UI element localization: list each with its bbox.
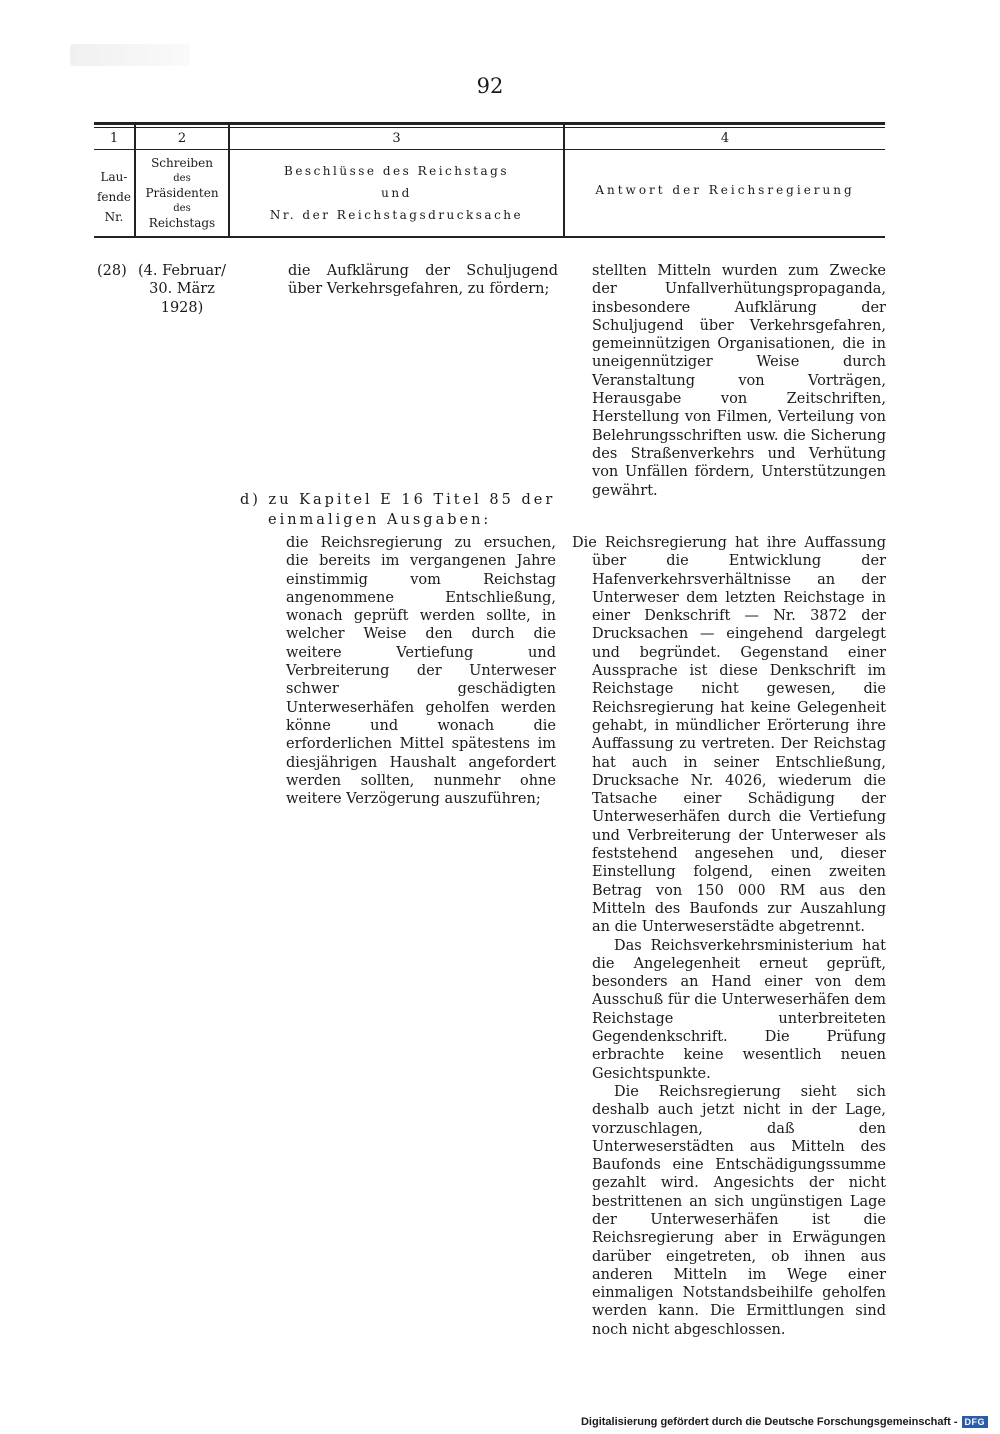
- col3-part1: die Aufklärung der Schuljugend über Verkehrsgefahren, zu fördern;: [288, 263, 558, 298]
- row-date: (4. Februar/ 30. März 1928): [138, 263, 226, 316]
- header-antwort: Antwort der Reichsregierung: [595, 183, 855, 197]
- digitization-footer: [581, 1416, 988, 1428]
- header-schreiben: Schreiben des Präsidenten des Reichstags: [145, 156, 219, 230]
- col4-paragraph: Die Reichsregierung hat ihre Auffassung über die Entwicklung der Hafenverkehrsverhältnisse an der Unterweser dem letzten Reichstage in einer Denkschrift — Nr. 3872 der Drucksachen — eingehend dargelegt und begründet. Gegenstand einer Aussprache ist diese Denkschrift im Reichstage nicht gewesen, die Reichsregierung hat keine Gelegenheit gehabt, in mündlicher Erörterung ihre Auffassung zu vertreten. Der Reichstag hat auch in seiner Entschließung, Drucksache Nr. 4026, wiederum die Tatsache einer Schädigung der Unterweserhäfen durch die Vertiefung und Verbreiterung der Unterweser als feststehend angesehen und, dieser Einstellung folgend, einen zweiten Betrag von 150 000 RM aus den Mitteln des Baufonds zur Auszahlung an die Unterweserstädte abgetrennt.: [572, 535, 886, 936]
- col4-paragraph: Die Reichsregierung sieht sich deshalb auch jetzt nicht in der Lage, vorzuschlagen, daß den Unterweserstädten aus Mitteln des Baufonds eine Entschädigungssumme gezahlt wird. Angesichts der nicht bestrittenen an sich ungünstigen Lage der Unterweserhäfen ist die Reichsregierung aber in Erwägungen darüber eingetreten, ob ihnen aus anderen Mitteln im Wege einer einmaligen Notstandsbeihilfe geholfen werden kann. Die Ermittlungen sind noch nicht abgeschlossen.: [592, 1083, 886, 1338]
- column-number-3: 3: [392, 131, 401, 146]
- column-number-4: 4: [720, 131, 730, 146]
- col4-part1: stellten Mitteln wurden zum Zwecke der Unfallverhütungspropaganda, insbesondere Aufklärung der Schuljugend über Verkehrsgefahren, gemeinnützigen Organisationen, die in uneigennütziger Weise durch Veranstaltung von Vorträgen, Herausgabe von Zeitschriften, Herstellung von Filmen, Verteilung von Belehrungsschriften usw. die Sicherung des Straßenverkehrs und Verhütung von Unfällen fördern, Unterstützungen gewährt.: [592, 263, 886, 499]
- col3-item-d-heading: d) zu Kapitel E 16 Titel 85 der einmaligen Ausgaben:: [240, 492, 556, 528]
- column-number-rule: [94, 149, 885, 150]
- row-number: (28): [97, 263, 127, 279]
- table-top-rule: [94, 122, 885, 125]
- dfg-logo: DFG: [962, 1416, 989, 1428]
- col4-part2: [572, 534, 886, 1339]
- scan-artifact: [70, 44, 190, 66]
- page-number: 92: [476, 74, 504, 98]
- footer-text: Digitalisierung gefördert durch die Deutsche Forschungsgemeinschaft -: [580, 1416, 958, 1428]
- column-number-1: 1: [109, 131, 119, 146]
- col3-item-d-text: die Reichsregierung zu ersuchen, die bereits im vergangenen Jahre einstimmig vom Reichstag angenommene Entschließung, wonach geprüft werden sollte, in welcher Weise den durch die weitere Vertiefung und Verbreiterung der Unterweser schwer geschädigten Unterweserhäfen geholfen werden könne und wonach die erforderlichen Mittel spätestens im diesjährigen Haushalt angefordert werden sollten, nunmehr ohne weitere Verzögerung auszuführen;: [286, 535, 556, 808]
- header-bottom-rule: [94, 236, 885, 238]
- col4-paragraph: Das Reichsverkehrsministerium hat die Angelegenheit erneut geprüft, besonders an Hand einer von dem Ausschuß für die Unterweserhäfen dem Reichstage unterbreiteten Gegendenkschrift. Die Prüfung erbrachte keine wesentlich neuen Gesichtspunkte.: [592, 937, 886, 1082]
- header-beschluesse: Beschlüsse des Reichstags und Nr. der Reichstagsdrucksache: [269, 164, 524, 222]
- header-laufende-nr: Lau- fende Nr.: [96, 170, 132, 224]
- column-number-2: 2: [177, 131, 187, 146]
- table-top-rule-thin: [94, 127, 885, 128]
